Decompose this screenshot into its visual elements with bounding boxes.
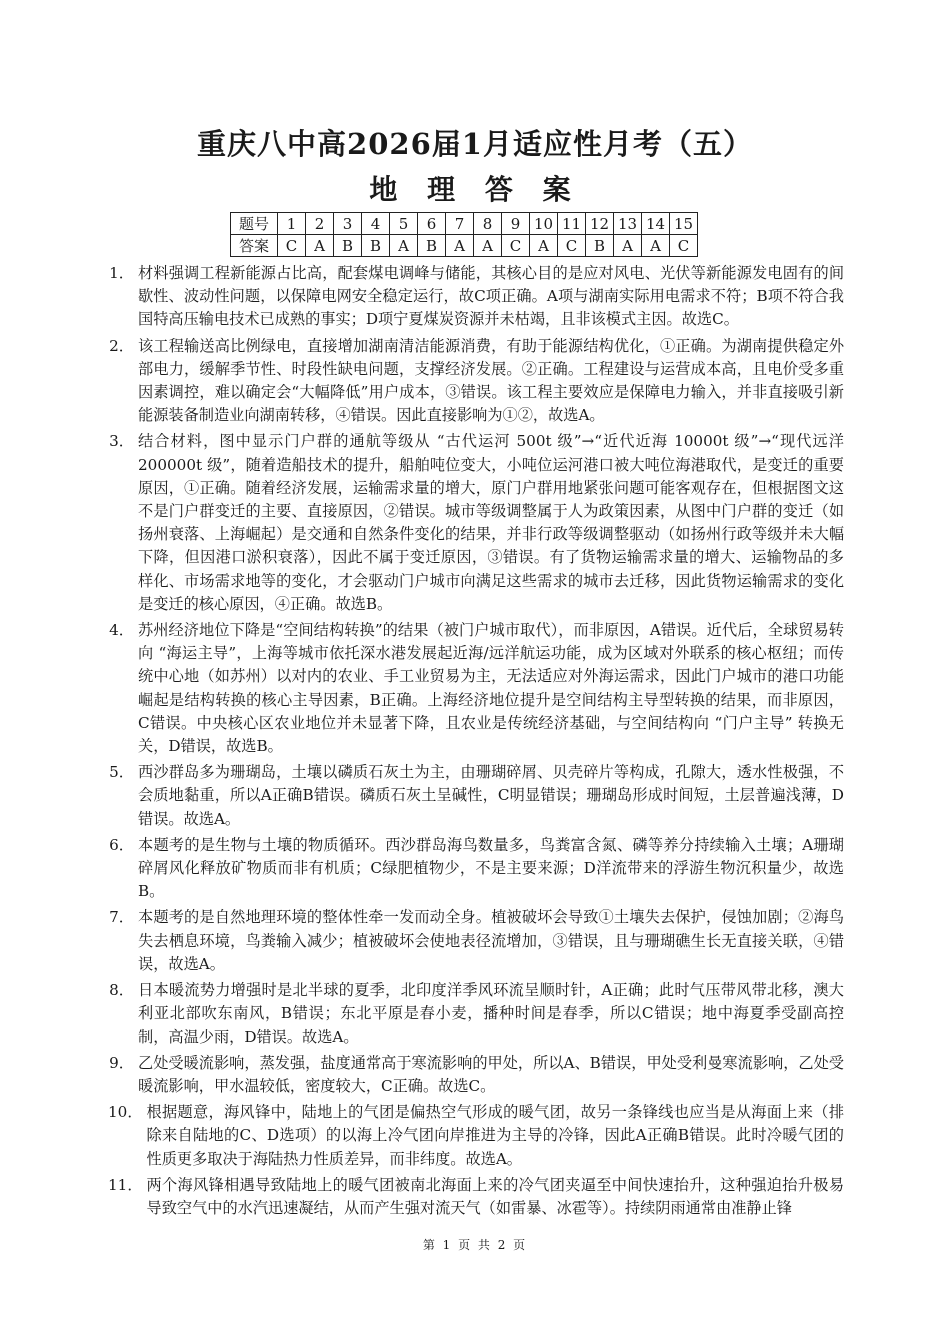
explanation-item xyxy=(108,979,844,1049)
question-number-cell: 6 xyxy=(418,213,446,235)
item-number: 8． xyxy=(109,981,134,1000)
answer-cell: A xyxy=(642,235,670,257)
answer-cell: A xyxy=(446,235,474,257)
question-number-cell: 12 xyxy=(586,213,614,235)
item-number: 11． xyxy=(108,1175,143,1194)
item-text: 结合材料，图中显示门户群的通航等级从 “古代运河 500t 级”→“近代近海 10000t 级”→“现代远洋 200000t 级”，随着造船技术的提升，船舶吨位变大，小吨位运河港口被大吨位海港取代，是变迁的重要原因，①正确。随着经济发展，运输需求量的增大，原门户群用地紧张问题可能客观存在，但根据图文这不是门户群变迁的主要、直接原因，②错误。城市等级调整属于人为政策因素，从图中门户群的变迁（如扬州衰落、上海崛起）是交通和自然条件变化的结果，并非行政等级调整驱动（如扬州行政等级并未大幅下降，但因港口淤积衰落），因此不属于变迁原因，③错误。有了货物运输需求量的增大、运输物品的多样化、市场需求地等的变化，才会驱动门户城市向满足这些需求的城市去迁移，因此货物运输需求的变化是变迁的核心原因，④正确。故选B。 xyxy=(138,432,844,613)
page-title: 重庆八中高2026届1月适应性月考（五） xyxy=(197,127,753,161)
answer-cell: B xyxy=(586,235,614,257)
item-text: 两个海风锋相遇导致陆地上的暖气团被南北海面上来的冷气团夹逼至中间快速抬升，这种强迫抬升极易导致空气中的水汽迅速凝结，从而产生强对流天气（如雷暴、冰雹等）。持续阴雨通常由准静止锋 xyxy=(146,1175,844,1217)
explanation-item xyxy=(108,906,844,976)
answer-cell: C xyxy=(670,235,698,257)
explanation-item xyxy=(108,1174,844,1220)
explanation-item xyxy=(108,619,844,758)
question-number-cell: 14 xyxy=(642,213,670,235)
question-number-cell: 4 xyxy=(362,213,390,235)
question-number-cell: 8 xyxy=(474,213,502,235)
answer-row-label: 答案 xyxy=(231,235,278,257)
item-number: 1． xyxy=(109,264,134,282)
explanation-item xyxy=(108,1101,844,1171)
number-row-label: 题号 xyxy=(231,213,278,235)
explanation-item xyxy=(108,430,844,616)
answer-cell: A xyxy=(474,235,502,257)
answer-cell: A xyxy=(530,235,558,257)
answer-cell: C xyxy=(558,235,586,257)
answer-explanations xyxy=(108,262,844,1223)
page-subtitle: 地 理 答 案 xyxy=(369,173,581,206)
item-text: 西沙群岛多为珊瑚岛，土壤以磷质石灰土为主，由珊瑚碎屑、贝壳碎片等构成，孔隙大，透水性极强，不会质地黏重，所以A正确B错误。磷质石灰土呈碱性，C明显错误；珊瑚岛形成时间短，土层普遍浅薄，D错误。故选A。 xyxy=(138,763,844,828)
answer-cell: C xyxy=(502,235,530,257)
question-number-cell: 5 xyxy=(390,213,418,235)
item-text: 本题考的是自然地理环境的整体性牵一发而动全身。植被破坏会导致①土壤失去保护，侵蚀加剧；②海鸟失去栖息环境，鸟粪输入减少；植被破坏会使地表径流增加，③错误，且与珊瑚礁生长无直接关联，④错误，故选A。 xyxy=(138,908,844,973)
item-number: 6． xyxy=(109,835,134,854)
item-number: 7． xyxy=(109,908,134,927)
question-number-cell: 9 xyxy=(502,213,530,235)
item-number: 3． xyxy=(109,432,134,451)
answer-cell: B xyxy=(334,235,362,257)
item-text: 材料强调工程新能源占比高，配套煤电调峰与储能，其核心目的是应对风电、光伏等新能源发电固有的间歇性、波动性问题，以保障电网安全稳定运行，故C项正确。A项与湖南实际用电需求不符；B项不符合我国特高压输电技术已成熟的事实；D项宁夏煤炭资源并未枯竭，且非该模式主因。故选C。 xyxy=(138,264,844,329)
item-text: 根据题意，海风锋中，陆地上的气团是偏热空气形成的暖气团，故另一条锋线也应当是从海面上来（排除来自陆地的C、D选项）的以海上冷气团向岸推进为主导的冷锋，因此A正确B错误。此时冷暖气团的性质更多取决于海陆热力性质差异，而非纬度。故选A。 xyxy=(146,1103,844,1168)
item-text: 苏州经济地位下降是“空间结构转换”的结果（被门户城市取代），而非原因，A错误。近代后，全球贸易转向 “海运主导”，上海等城市依托深水港发展起近海/远洋航运功能，成为区域对外联系的核心枢纽；而传统中心地（如苏州）以对内的农业、手工业贸易为主，无法适应对外海运需求，因此门户城市的港口功能崛起是结构转换的核心主导因素，B正确。上海经济地位提升是空间结构主导型转换的结果，而非原因，C错误。中央核心区农业地位并未显著下降，且农业是传统经济基础，与空间结构向 “门户主导” 转换无关，D错误，故选B。 xyxy=(138,621,844,756)
question-number-cell: 1 xyxy=(278,213,306,235)
question-number-cell: 3 xyxy=(334,213,362,235)
answer-cell: B xyxy=(418,235,446,257)
answer-table-answer-row xyxy=(231,235,698,257)
answer-cell: A xyxy=(306,235,334,257)
answer-cell: A xyxy=(390,235,418,257)
item-text: 乙处受暖流影响，蒸发强，盐度通常高于寒流影响的甲处，所以A、B错误，甲处受利曼寒流影响，乙处受暖流影响，甲水温较低，密度较大，C正确。故选C。 xyxy=(138,1053,844,1095)
question-number-cell: 7 xyxy=(446,213,474,235)
question-number-cell: 13 xyxy=(614,213,642,235)
item-number: 10． xyxy=(108,1103,143,1122)
item-number: 2． xyxy=(109,336,134,355)
answer-table xyxy=(230,212,698,257)
answer-cell: B xyxy=(362,235,390,257)
question-number-cell: 2 xyxy=(306,213,334,235)
explanation-item xyxy=(108,262,844,332)
item-number: 4． xyxy=(109,621,134,640)
item-number: 5． xyxy=(109,763,134,782)
question-number-cell: 10 xyxy=(530,213,558,235)
item-number: 9． xyxy=(109,1053,134,1072)
question-number-cell: 15 xyxy=(670,213,698,235)
item-text: 该工程输送高比例绿电，直接增加湖南清洁能源消费，有助于能源结构优化，①正确。为湖南提供稳定外部电力，缓解季节性、时段性缺电问题，支撑经济发展。②正确。工程建设与运营成本高，且电价受多重因素调控，难以确定会“大幅降低”用户成本，③错误。该工程主要效应是保障电力输入，并非直接吸引新能源装备制造业向湖南转移，④错误。因此直接影响为①②，故选A。 xyxy=(138,336,844,425)
explanation-item xyxy=(108,761,844,831)
item-text: 本题考的是生物与土壤的物质循环。西沙群岛海鸟数量多，鸟粪富含氮、磷等养分持续输入土壤；A珊瑚碎屑风化释放矿物质而非有机质；C绿肥植物少，不是主要来源；D洋流带来的浮游生物沉积量少，故选B。 xyxy=(138,835,844,901)
question-number-cell: 11 xyxy=(558,213,586,235)
answer-cell: C xyxy=(278,235,306,257)
item-text: 日本暖流势力增强时是北半球的夏季，北印度洋季风环流呈顺时针，A正确；此时气压带风带北移，澳大利亚北部吹东南风，B错误；东北平原是春小麦，播种时间是春季，所以C错误；地中海夏季受副高控制，高温少雨，D错误。故选A。 xyxy=(138,981,844,1046)
explanation-item xyxy=(108,1052,844,1098)
answer-cell: A xyxy=(614,235,642,257)
explanation-item xyxy=(108,834,844,904)
answer-table-number-row xyxy=(231,213,698,235)
page-footer: 第 1 页 共 2 页 xyxy=(422,1238,528,1252)
explanation-item xyxy=(108,335,844,428)
